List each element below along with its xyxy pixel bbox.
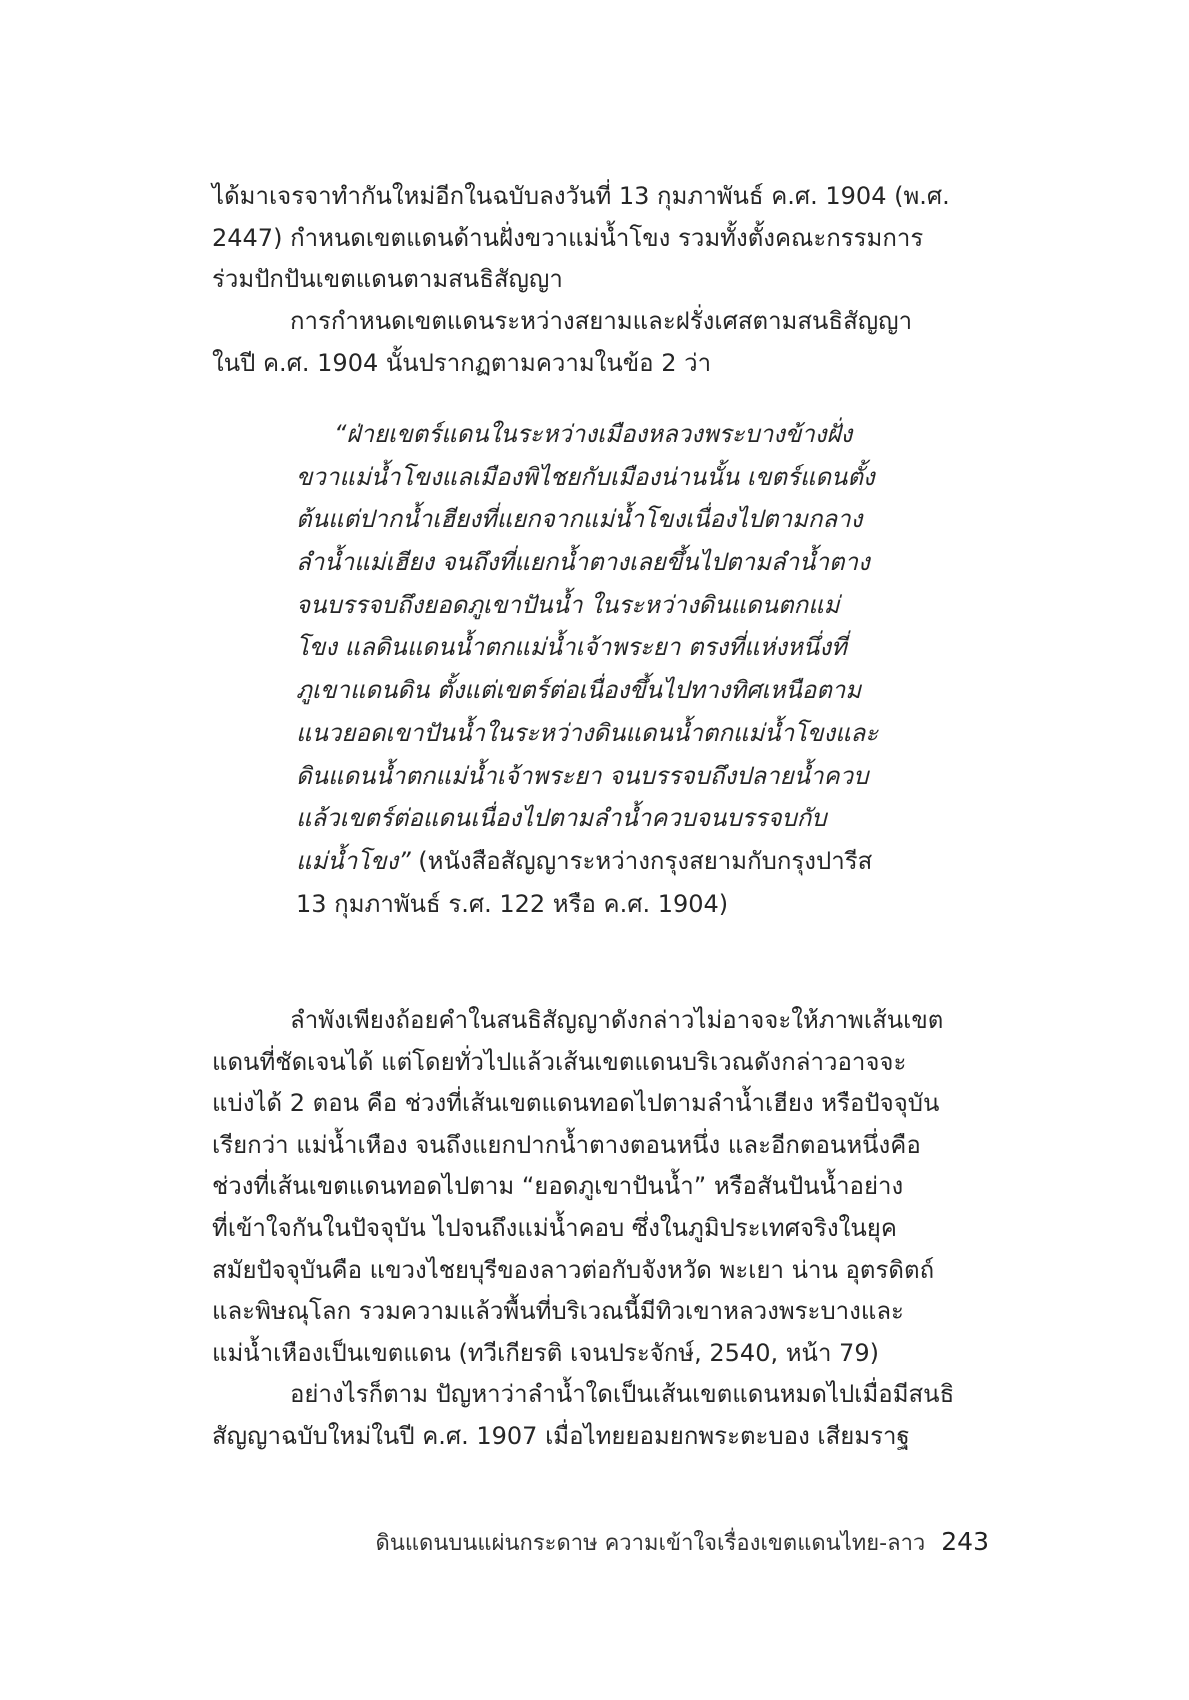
quote-line: โขง แลดินแดนน้ำตกแม่น้ำเจ้าพระยา ตรงที่แห่งหนึ่งที่ [296,633,847,662]
text-line: ได้มาเจรจาทำกันใหม่อีกในฉบับลงวันที่ 13 กุมภาพันธ์ ค.ศ. 1904 (พ.ศ. [212,182,950,210]
quote-line: ต้นแต่ปากน้ำเฮียงที่แยกจากแม่น้ำโขงเนื่องไปตามกลาง [296,505,863,534]
quote-source: (หนังสือสัญญาระหว่างกรุงสยามกับกรุงปารีส [410,846,873,875]
treaty-quote [296,413,916,925]
text-line: ที่เข้าใจกันในปัจจุบัน ไปจนถึงแม่น้ำคอบ ซึ่งในภูมิประเทศจริงในยุค [212,1213,897,1242]
text-line: 2447) กำหนดเขตแดนด้านฝั่งขวาแม่น้ำโขง รวมทั้งตั้งคณะกรรมการ [212,223,924,252]
quote-line: ดินแดนน้ำตกแม่น้ำเจ้าพระยา จนบรรจบถึงปลายน้ำควบ [296,761,869,790]
paragraph-2 [212,301,988,384]
quote-line: แนวยอดเขาปันน้ำในระหว่างดินแดนน้ำตกแม่น้ำโขงและ [296,718,879,747]
quote-line: จนบรรจบถึงยอดภูเขาปันน้ำ ในระหว่างดินแดนตกแม่ [296,590,840,619]
quote-line: ลำน้ำแม่เฮียง จนถึงที่แยกน้ำตางเลยขึ้นไปตามลำน้ำตาง [296,548,870,577]
text-line: สมัยปัจจุบันคือ แขวงไชยบุรีของลาวต่อกับจังหวัด พะเยา น่าน อุตรดิตถ์ [212,1255,935,1284]
page-footer [376,1525,989,1560]
running-title: ดินแดนบนแผ่นกระดาษ ความเข้าใจเรื่องเขตแดนไทย-ลาว [375,1531,926,1556]
text-line: ในปี ค.ศ. 1904 นั้นปรากฏตามความในข้อ 2 ว่า [212,348,712,377]
text-line: แม่น้ำเหืองเป็นเขตแดน (ทวีเกียรติ เจนประจักษ์, 2540, หน้า 79) [212,1338,879,1367]
text-line: แดนที่ชัดเจนได้ แต่โดยทั่วไปแล้วเส้นเขตแดนบริเวณดังกล่าวอาจจะ [212,1047,907,1076]
quote-line: “ฝ่ายเขตร์แดนในระหว่างเมืองหลวงพระบางข้างฝั่ง [334,420,853,448]
text-line: การกำหนดเขตแดนระหว่างสยามและฝรั่งเศสตามสนธิสัญญา [290,307,913,335]
text-line: เรียกว่า แม่น้ำเหือง จนถึงแยกปากน้ำตางตอนหนึ่ง และอีกตอนหนึ่งคือ [212,1130,921,1159]
quote-line-with-source [296,840,916,883]
quote-line: ภูเขาแดนดิน ตั้งแต่เขตร์ต่อเนื่องขึ้นไปทางทิศเหนือตาม [296,676,862,705]
quote-end: แม่น้ำโขง” [296,846,411,875]
text-line: และพิษณุโลก รวมความแล้วพื้นที่บริเวณนี้มีทิวเขาหลวงพระบางและ [212,1297,904,1326]
paragraph-4 [212,1374,988,1457]
paragraph-1 [212,176,988,301]
text-line: ช่วงที่เส้นเขตแดนทอดไปตาม “ยอดภูเขาปันน้ำ” หรือสันปันน้ำอย่าง [212,1172,904,1201]
paragraph-3 [212,1000,988,1374]
quote-source-date: 13 กุมภาพันธ์ ร.ศ. 122 หรือ ค.ศ. 1904) [296,889,729,918]
text-line: อย่างไรก็ตาม ปัญหาว่าลำน้ำใดเป็นเส้นเขตแดนหมดไปเมื่อมีสนธิ [290,1380,955,1408]
text-line: ร่วมปักปันเขตแดนตามสนธิสัญญา [212,265,563,294]
page-number: 243 [941,1527,989,1556]
quote-line: แล้วเขตร์ต่อแดนเนื่องไปตามลำน้ำควบจนบรรจบกับ [296,804,827,833]
text-line: ลำพังเพียงถ้อยคำในสนธิสัญญาดังกล่าวไม่อาจจะให้ภาพเส้นเขต [290,1006,944,1034]
quote-line: ขวาแม่น้ำโขงแลเมืองพิไชยกับเมืองน่านนั้น เขตร์แดนตั้ง [296,462,875,491]
text-line: สัญญาฉบับใหม่ในปี ค.ศ. 1907 เมื่อไทยยอมยกพระตะบอง เสียมราฐ [212,1421,910,1450]
text-line: แบ่งได้ 2 ตอน คือ ช่วงที่เส้นเขตแดนทอดไปตามลำน้ำเฮียง หรือปัจจุบัน [212,1089,940,1118]
